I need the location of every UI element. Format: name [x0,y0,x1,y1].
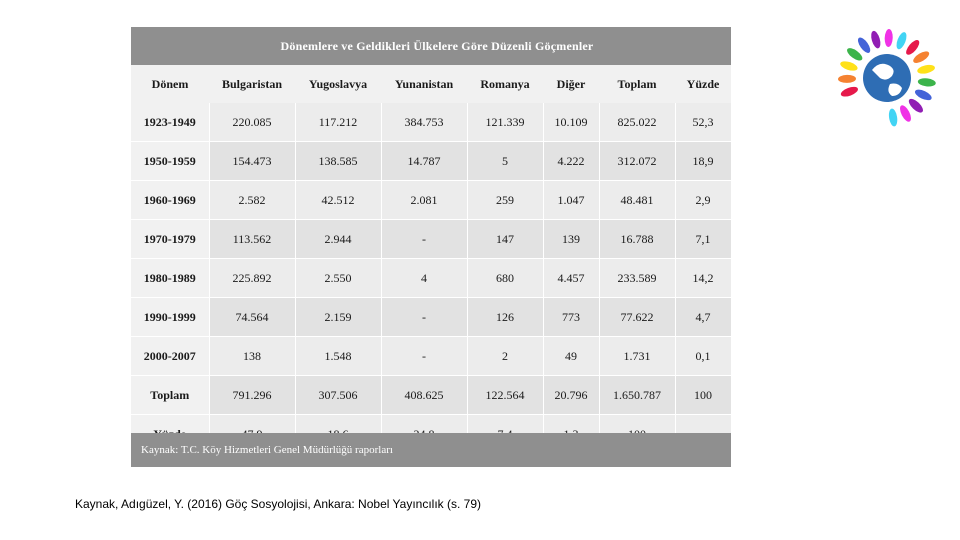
hand-shape [869,30,882,50]
table-cell: 791.296 [209,376,295,415]
table-cell: 49 [543,337,599,376]
table-header-row [131,65,731,103]
globe-with-hands-icon [832,18,942,128]
column-header: Toplam [599,65,675,103]
table-cell: 2.550 [295,259,381,298]
table-cell: 113.562 [209,220,295,259]
hand-shape [838,75,856,83]
table-title-bar [131,27,731,65]
table-cell: 1.548 [295,337,381,376]
table-cell: 680 [467,259,543,298]
row-label: 1980-1989 [131,259,209,298]
hand-shape [839,59,859,72]
table-cell: 126 [467,298,543,337]
column-header: Yugoslavya [295,65,381,103]
table-row [131,103,731,142]
table-cell: 18,9 [675,142,731,181]
table-cell: - [381,298,467,337]
table-cell: 48.481 [599,181,675,220]
table-cell: 138 [209,337,295,376]
table-cell: 5 [467,142,543,181]
table-cell: 52,3 [675,103,731,142]
column-header: Dönem [131,65,209,103]
column-header: Romanya [467,65,543,103]
table-cell: 7,1 [675,220,731,259]
migration-table [131,65,732,454]
table-cell: - [381,220,467,259]
table-row [131,220,731,259]
table-cell: 1.650.787 [599,376,675,415]
table-row [131,142,731,181]
table-cell: 14.787 [381,142,467,181]
table-cell: - [381,337,467,376]
table-source-bar [131,433,731,467]
table-cell: 4 [381,259,467,298]
table-cell: 2.582 [209,181,295,220]
table-cell: 4.457 [543,259,599,298]
hand-shape [898,104,913,124]
table-cell: 259 [467,181,543,220]
table-cell: 1.047 [543,181,599,220]
hand-shape [916,63,935,75]
citation-text: Kaynak, Adıgüzel, Y. (2016) Göç Sosyolojisi, Ankara: Nobel Yayıncılık (s. 79) [75,497,481,511]
table-cell: 10.109 [543,103,599,142]
row-label: Toplam [131,376,209,415]
table-cell: 14,2 [675,259,731,298]
column-header: Diğer [543,65,599,103]
row-label: 1990-1999 [131,298,209,337]
table-row [131,337,731,376]
table-row [131,298,731,337]
hand-shape [884,29,893,47]
table-cell: 1.731 [599,337,675,376]
column-header: Yunanistan [381,65,467,103]
row-label: 1970-1979 [131,220,209,259]
table-cell: 4.222 [543,142,599,181]
table-cell: 384.753 [381,103,467,142]
table-cell: 233.589 [599,259,675,298]
table-cell: 2 [467,337,543,376]
table-cell: 42.512 [295,181,381,220]
hand-shape [907,97,926,115]
table-cell: 2.081 [381,181,467,220]
table-cell: 77.622 [599,298,675,337]
hand-shape [911,49,931,65]
table-cell: 20.796 [543,376,599,415]
table-cell: 100 [675,376,731,415]
hand-shape [913,87,933,102]
table-cell: 74.564 [209,298,295,337]
table-cell: 225.892 [209,259,295,298]
hand-shape [888,108,899,127]
row-label: 1960-1969 [131,181,209,220]
table-cell: 2,9 [675,181,731,220]
scanned-table-image [131,27,731,467]
table-cell: 220.085 [209,103,295,142]
table-cell: 154.473 [209,142,295,181]
table-row [131,376,731,415]
table-cell: 0,1 [675,337,731,376]
row-label: 1923-1949 [131,103,209,142]
table-row [131,181,731,220]
table-cell: 825.022 [599,103,675,142]
hand-shape [917,77,936,87]
table-cell: 2.944 [295,220,381,259]
table-cell: 2.159 [295,298,381,337]
table-cell: 408.625 [381,376,467,415]
table-source: Kaynak: T.C. Köy Hizmetleri Genel Müdürlüğü raporları [141,444,393,456]
table-cell: 4,7 [675,298,731,337]
table-title: Dönemlere ve Geldikleri Ülkelere Göre Düzenli Göçmenler [280,38,594,53]
row-label: 1950-1959 [131,142,209,181]
hand-shape [895,31,909,51]
table-cell: 307.506 [295,376,381,415]
table-cell: 147 [467,220,543,259]
table-cell: 138.585 [295,142,381,181]
table-cell: 121.339 [467,103,543,142]
table-cell: 139 [543,220,599,259]
column-header: Bulgaristan [209,65,295,103]
table-cell: 773 [543,298,599,337]
table-cell: 122.564 [467,376,543,415]
table-cell: 16.788 [599,220,675,259]
table-row [131,259,731,298]
hand-shape [840,85,860,99]
table-cell: 117.212 [295,103,381,142]
column-header: Yüzde [675,65,731,103]
row-label: 2000-2007 [131,337,209,376]
table-cell: 312.072 [599,142,675,181]
